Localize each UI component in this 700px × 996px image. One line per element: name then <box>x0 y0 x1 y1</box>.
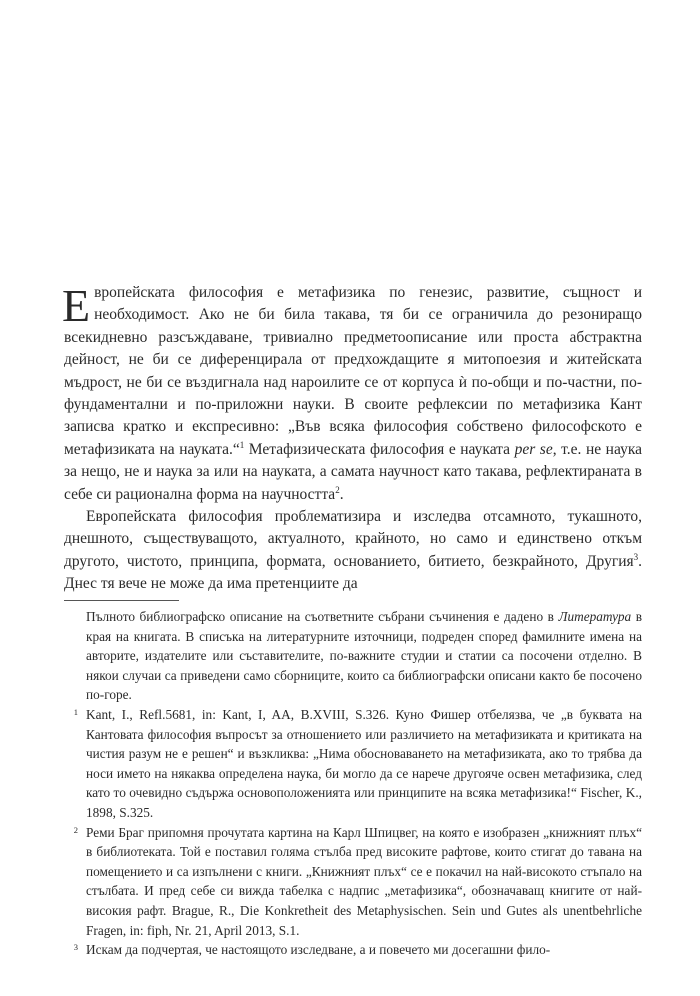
paragraph-1-text-3: , т.е. не наука за нещо, не и наука за или на науката, а самата научност като такава, рефлектираната в себе си рационална форма на научността <box>64 440 642 503</box>
footnote-3-text: Искам да подчертая, че настоящото изследване, а и повечето ми досегашни фило- <box>86 942 551 958</box>
footnote-ref-3: 3 <box>633 551 639 562</box>
footnote-3 <box>73 940 642 960</box>
footnote-number-1: 1 <box>73 706 78 717</box>
paragraph-2-text: Европейската философия проблематизира и изследва отсамното, тукашното, днешното, съществуващото, актуалното, крайното, но само и единствено откъм другото, чистото, принципа, формата, основанието, битието, безкрайното, Другия <box>64 508 642 570</box>
footnotes <box>73 607 642 960</box>
paragraph-1 <box>64 282 642 506</box>
footnote-2 <box>73 823 642 941</box>
paragraph-1-text-2: Метафизическата философия е науката <box>244 440 515 458</box>
paragraph-1-text: вропейската философия е метафизика по генезис, развитие, същност и необходимост. Ако не би била такава, тя би се ограничила до резониращо всекидневно разсъждаване, тривиално предметоописание или проста абстрактна дейност, не би се диференцирала от предхождащите я митопоезия и житейската мъдрост, не би се въздигнала над нароилите се от корпуса ѝ по-общи и по-частни, по-фундаментални и по-приложни науки. В своите рефлексии по метафизика Кант записва кратко и експресивно: „Във всяка философия собствено философското е метафизиката на науката.“ <box>64 284 642 458</box>
footnote-intro-text: Пълното библиографско описание на съответните събрани съчинения е дадено в <box>86 609 559 624</box>
paragraph-1-end: . <box>339 485 344 503</box>
footnote-separator <box>64 600 179 601</box>
footnote-intro-italic: Литература <box>558 609 632 624</box>
footnote-ref-2: 2 <box>335 484 340 495</box>
footnote-number-2: 2 <box>73 824 78 835</box>
drop-cap: Е <box>62 280 91 331</box>
footnote-1 <box>73 705 642 823</box>
main-text <box>64 282 642 596</box>
footnote-number-3: 3 <box>73 942 78 953</box>
footnote-intro <box>86 607 642 705</box>
italic-term: per se <box>514 440 553 458</box>
footnote-1-text: Kant, I., Refl.5681, in: Kant, I, AA, B.XVIII, S.326. Куно Фишер отбелязва, че „в буквата на Кантовата философия въпросът за отношението или различието на метафизиката и критиката на чистия разум не е решен“ и възкликва: „Нима обосноваването на метафизиката, ако то трябва да носи името на някаква определена наука, би могло да се нарече другояче освен метафизика, след като то очевидно съдържа основоположенията или принципите на всяка метафизика!“ Fischer, K., 1898, S.325. <box>86 706 642 820</box>
paragraph-2 <box>64 506 642 596</box>
footnote-intro-text-2: в края на книгата. В списъка на литературните източници, подреден според фамилните имена на авторите, издателите или съставителите, по-важните студии и статии са посочени отделно. В някои случаи са приведени само сборниците, които са библиографски описани както бе посочено по-горе. <box>86 609 642 703</box>
footnote-ref-1: 1 <box>239 439 245 450</box>
footnote-2-text: Реми Браг припомня прочутата картина на Карл Шпицвег, на която е изобразен „книжният плъх“ в библиотеката. Той е поставил голяма стълба пред високите рафтове, които стигат до тавана на помещението и са изпълнени с книги. „Книжният плъх“ се е покачил на най-високото стъпало на стълбата. И пред себе си вижда табелка с надпис „метафизика“, обозначаващ книгите от най-високия рафт. Brague, R., Die Konkretheit des Metaphysischen. Sein und Gutes als unentbehrliche Fragen, in: fiph, Nr. 21, April 2013, S.1. <box>86 824 642 938</box>
paragraph-2-text-2: . Днес тя вече не може да има претенциите да <box>64 552 642 593</box>
